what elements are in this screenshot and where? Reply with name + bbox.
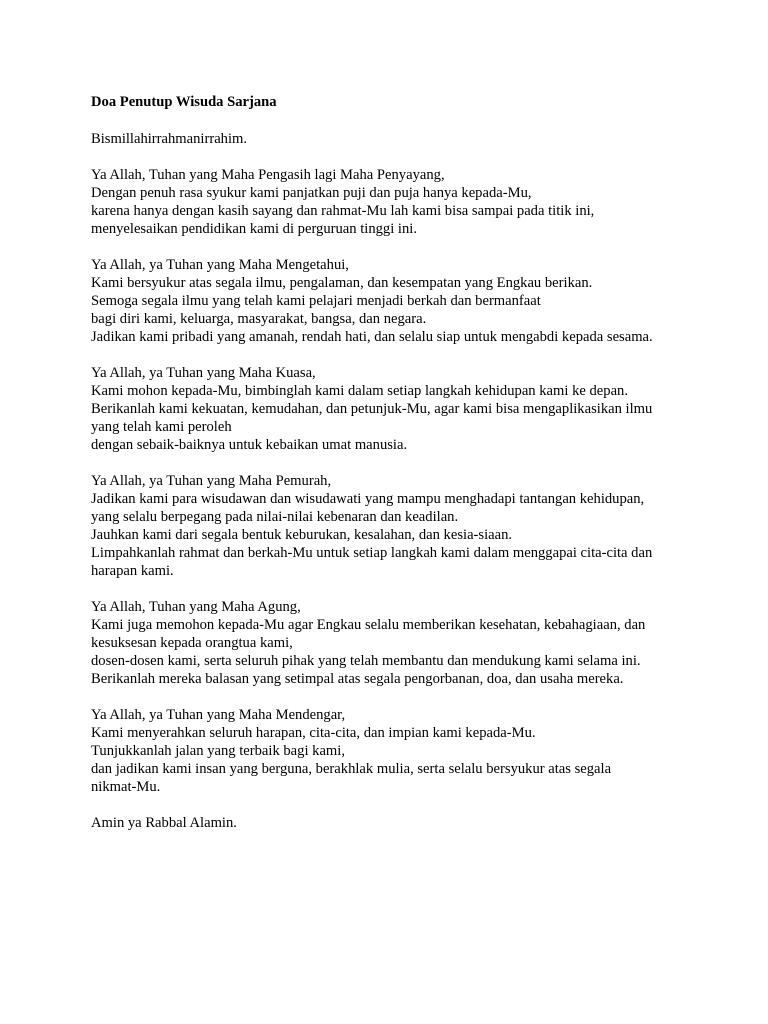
paragraph-line: Jadikan kami para wisudawan dan wisudawati yang mampu menghadapi tantangan kehidupan, <box>91 491 645 507</box>
paragraph-line: Kami menyerahkan seluruh harapan, cita-cita, dan impian kami kepada-Mu. <box>91 725 536 741</box>
paragraph-line: Dengan penuh rasa syukur kami panjatkan puji dan puja hanya kepada-Mu, <box>91 185 532 201</box>
prayer-paragraph <box>91 166 691 238</box>
prayer-body <box>91 166 691 796</box>
paragraph-line: Ya Allah, Tuhan yang Maha Agung, <box>91 599 301 615</box>
paragraph-line: Kami bersyukur atas segala ilmu, pengalaman, dan kesempatan yang Engkau berikan. <box>91 275 593 291</box>
paragraph-line: Semoga segala ilmu yang telah kami pelajari menjadi berkah dan bermanfaat <box>91 293 541 309</box>
closing-line: Amin ya Rabbal Alamin. <box>91 815 237 831</box>
paragraph-line: Ya Allah, ya Tuhan yang Maha Kuasa, <box>91 365 316 381</box>
paragraph-line: kesuksesan kepada orangtua kami, <box>91 635 293 651</box>
paragraph-line: karena hanya dengan kasih sayang dan rahmat-Mu lah kami bisa sampai pada titik ini, <box>91 203 595 219</box>
paragraph-line: Jauhkan kami dari segala bentuk keburukan, kesalahan, dan kesia-siaan. <box>91 527 513 543</box>
prayer-paragraph <box>91 706 691 796</box>
prayer-paragraph <box>91 472 691 580</box>
paragraph-line: Ya Allah, ya Tuhan yang Maha Pemurah, <box>91 473 332 489</box>
document-page <box>91 92 691 850</box>
paragraph-line: nikmat-Mu. <box>91 779 161 795</box>
opening-line: Bismillahirrahmanirrahim. <box>91 131 248 147</box>
paragraph-line: Berikanlah kami kekuatan, kemudahan, dan petunjuk-Mu, agar kami bisa mengaplikasikan ilmu <box>91 401 653 417</box>
paragraph-line: Ya Allah, ya Tuhan yang Maha Mendengar, <box>91 707 346 723</box>
prayer-paragraph <box>91 598 691 688</box>
paragraph-line: Berikanlah mereka balasan yang setimpal atas segala pengorbanan, doa, dan usaha mereka. <box>91 671 624 687</box>
prayer-paragraph <box>91 256 691 346</box>
paragraph-line: Kami juga memohon kepada-Mu agar Engkau selalu memberikan kesehatan, kebahagiaan, dan <box>91 617 646 633</box>
paragraph-line: Kami mohon kepada-Mu, bimbinglah kami dalam setiap langkah kehidupan kami ke depan. <box>91 383 628 399</box>
paragraph-line: Limpahkanlah rahmat dan berkah-Mu untuk setiap langkah kami dalam menggapai cita-cita dan <box>91 545 653 561</box>
document-title: Doa Penutup Wisuda Sarjana <box>91 94 277 110</box>
paragraph-line: dan jadikan kami insan yang berguna, berakhlak mulia, serta selalu bersyukur atas segala <box>91 761 612 777</box>
paragraph-line: harapan kami. <box>91 563 174 579</box>
paragraph-line: dengan sebaik-baiknya untuk kebaikan umat manusia. <box>91 437 408 453</box>
paragraph-line: Ya Allah, Tuhan yang Maha Pengasih lagi Maha Penyayang, <box>91 167 445 183</box>
prayer-paragraph <box>91 364 691 454</box>
paragraph-line: Ya Allah, ya Tuhan yang Maha Mengetahui, <box>91 257 349 273</box>
paragraph-line: menyelesaikan pendidikan kami di perguruan tinggi ini. <box>91 221 417 237</box>
paragraph-line: Tunjukkanlah jalan yang terbaik bagi kami, <box>91 743 345 759</box>
paragraph-line: bagi diri kami, keluarga, masyarakat, bangsa, dan negara. <box>91 311 427 327</box>
paragraph-line: Jadikan kami pribadi yang amanah, rendah hati, dan selalu siap untuk mengabdi kepada sesama. <box>91 329 653 345</box>
paragraph-line: yang telah kami peroleh <box>91 419 232 435</box>
paragraph-line: yang selalu berpegang pada nilai-nilai kebenaran dan keadilan. <box>91 509 459 525</box>
paragraph-line: dosen-dosen kami, serta seluruh pihak yang telah membantu dan mendukung kami selama ini. <box>91 653 641 669</box>
